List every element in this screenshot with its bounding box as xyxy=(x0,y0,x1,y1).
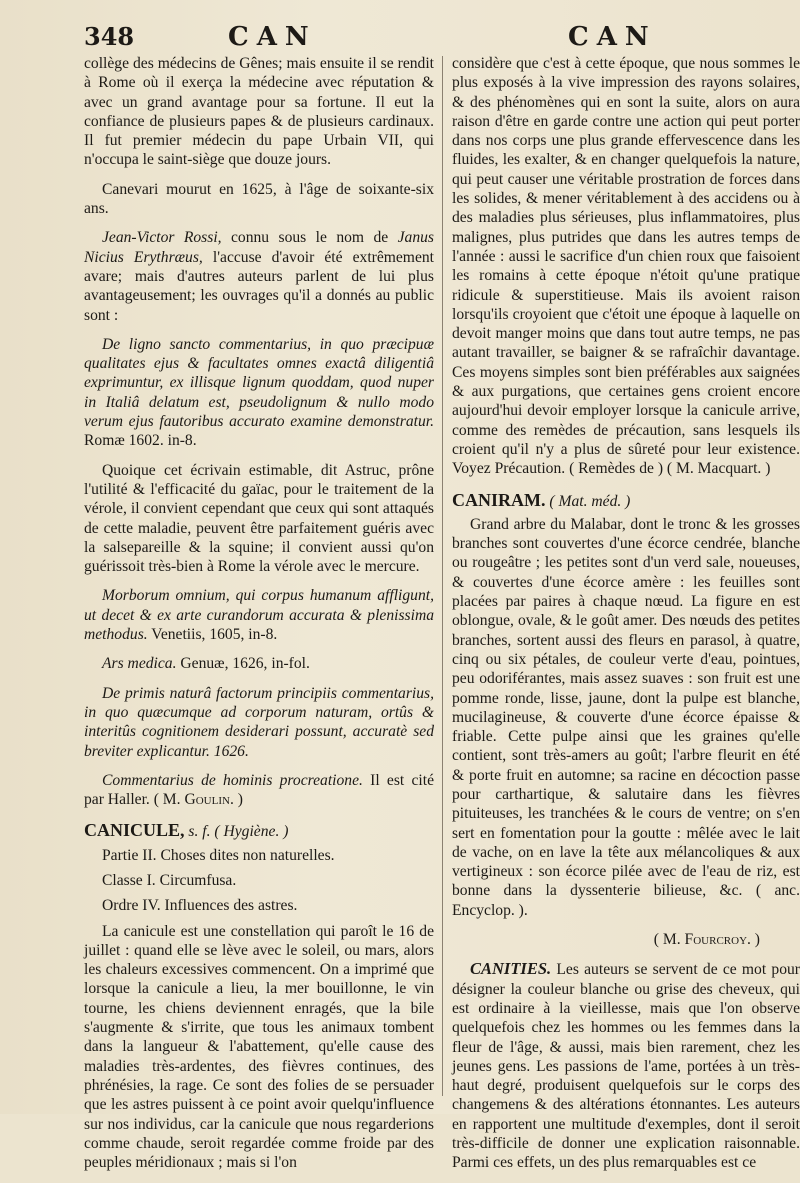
work-entry xyxy=(84,335,434,451)
column-divider xyxy=(442,56,443,1096)
work-publication: Genuæ, 1626, in-fol. xyxy=(176,655,310,673)
paragraph: collège des médecins de Gênes; mais ensuite il se rendit à Rome où il exerça la médecine avec réputation & avec un grand avantage pour sa fortune. Il eut la confiance de plusieurs papes & de plusieurs cardinaux. Il fut premier médecin du pape Urbain VII, qui n'occupa le saint-siège que douze jours. xyxy=(84,55,434,169)
work-entry xyxy=(84,586,434,644)
running-header xyxy=(0,22,800,52)
author-signature: ( M. Fourcroy. ) xyxy=(653,931,760,949)
alias-name: Janus Nicius Erythræus, xyxy=(84,229,434,266)
work-entry xyxy=(84,771,434,810)
work-title: De ligno sancto commentarius, in quo præcipuæ qualitates ejus & facultates omnes exactâ diligentiâ exprimuntur, ex illisque lignum quoddam, quod nuper in Italiâ delatum est, pseudolignum & nullo modo verum ejus fautoribus accurato examine demonstratur. xyxy=(84,335,434,431)
entry-heading xyxy=(84,821,434,841)
entry-headword: CANICULE, xyxy=(84,820,185,841)
work-title: Morborum omnium, qui corpus humanum affligunt, ut decet & ex arte curandorum accurata & plenissima methodus. xyxy=(84,587,434,644)
text: Il est cité par Haller. xyxy=(84,771,434,809)
entry-headword: CANITIES. xyxy=(470,959,552,979)
paragraph: Canevari mourut en 1625, à l'âge de soixante-six ans. xyxy=(84,180,434,218)
classification-line: Classe I. Circumfusa. xyxy=(102,871,237,889)
paragraph: La canicule est une constellation qui paroît le 16 de juillet : quand elle se lève avec le soleil, ou mars, alors les chaleurs excessives commencent. On a imprimé que lorsque la canicule a lieu, la mer bouillonne, le vin tourne, les chiens deviennent enragés, que la bile s'augmente & s'irrite, que tous les animaux tombent dans la langueur & l'abattement, qu'elle cause des maladies très-ardentes, des fièvres continues, des phrénésies, la rage. Ce sont des folies de se persuader que les astres puissent à ce point avoir quelqu'influence sur nos individus, car la canicule que nous regarderions comme chaude, seroit regardée comme froide par des peuples méridionaux ; mais si l'on xyxy=(84,922,434,1172)
entry-heading xyxy=(452,491,800,511)
entry-category: s. f. ( Hygiène. ) xyxy=(184,823,289,841)
classification-line: Partie II. Choses dites non naturelles. xyxy=(102,846,335,864)
work-title: Ars medica. xyxy=(102,655,177,673)
classification-line: Ordre IV. Influences des astres. xyxy=(102,897,298,915)
paragraph: considère que c'est à cette époque, que nous sommes le plus exposés à la vive impression des rayons solaires, & des phénomènes qui en sont la suite, alors on aura raison d'être en garde contre une action qui peut porter dans nos corps une plus grande effervescence dans les fluides, les exalter, & en changer quelquefois la nature, qui peut causer une véritable prostration de forces dans les solides, & mener véritablement à des accidens ou à des maladies plus sérieuses, plus inflammatoires, plus malignes, plus putrides que dans les autres temps de l'année : aussi le sacrifice d'un chien roux que faisoient les romains à cette époque n'étoit qu'une pratique ridicule & superstitieuse. Mais ils avoient raison lorsqu'ils croyoient que c'étoit une époque à laquelle on devoit manger moins que dans tout autre temps, ne pas autant travailler, se baigner & se rafraîchir davantage. Ces moyens simples sont bien préférables aux saignées & aux purgations, que certaines gens croient encore aujourd'hui devoir employer lorsque la canicule arrive, comme des remèdes de précaution, sans lesquels ils croient qu'il n'y a plus de sûreté pour leur existence. Voyez Précaution. ( Remèdes de ) ( M. Macquart. ) xyxy=(452,55,800,478)
paragraph: Grand arbre du Malabar, dont le tronc & les grosses branches sont couvertes d'une écorce cendrée, blanche ou rougeâtre ; les petites sont d'un verd sale, noueuses, & couvertes d'une écorce amère : les feuilles sont placées par paires à chaque nœud. La figure en est oblongue, ovale, & le goût amer. Des nœuds des petites branches, sortent aussi des fleurs en parasol, à quatre, cinq ou six pétales, de couleur verte d'eau, pointues, peu odoriférantes, mais assez suaves : son fruit est une pomme ronde, lisse, jaune, dont la pulpe est blanche, mucilagineuse, & couverte d'une écorce épaisse & friable. Cette pulpe ainsi que les graines qu'elle contient, sont très-amers au goût; l'arbre fleurit en été & porte fruit en automne; sa racine en décoction passe pour carthartique, & salutaire dans les fièvres pituiteuses, les tranchées & le cours de ventre; on s'en sert en fomentation pour la goutte : mêlée avec le lait de vache, on en lave la tête aux mélancoliques & aux vertigineux : son écorce pilée avec de l'eau de riz, est bonne dans la dyssenterie bilieuse, &c. ( anc. Encyclop. ). xyxy=(452,515,800,919)
entry-headword: CANIRAM. xyxy=(452,489,546,510)
text: Les auteurs se servent de ce mot pour désigner la couleur blanche ou grise des cheveux, qui est ordinaire à la vieillesse, mais que l'on observe quelquefois chez les hommes ou les femmes dans la fleur de l'âge, & aussi, mais bien rarement, chez les jeunes gens. Les passions de l'ame, portées à un très-haut degré, produisent quelquefois sur le corps des changemens & des altérations étonnantes. Les auteurs en rapportent une multitude d'exemples, dont il seroit très-difficile de donner une explication raisonnable. Parmi ces effets, un des plus remarquables est ce xyxy=(452,961,800,1172)
page-number: 348 xyxy=(84,22,135,51)
text: connu sous le nom de xyxy=(221,229,398,247)
left-headword: CAN xyxy=(228,22,317,52)
work-publication: Romæ 1602. in-8. xyxy=(84,432,197,450)
right-column xyxy=(452,54,800,1183)
entry-category: ( Mat. méd. ) xyxy=(545,492,631,510)
paragraph xyxy=(84,228,434,324)
right-headword: CAN xyxy=(568,22,657,52)
person-name: Jean-Victor Rossi, xyxy=(102,229,222,247)
work-entry: De primis naturâ factorum principiis commentarius, in quo quæcumque ad corporum naturam, ortûs & interitûs cognitionem desiderari possunt, accuratè sed breviter explicantur. 1626. xyxy=(84,684,434,760)
left-column xyxy=(84,54,434,1182)
author-signature: ( M. Goulin. ) xyxy=(149,791,243,809)
paragraph xyxy=(452,959,800,1172)
paragraph: Quoique cet écrivain estimable, dit Astruc, prône l'utilité & l'efficacité du gaïac, pour le traitement de la vérole, il convient cependant que ceux qui sont attaqués de cette maladie, peuvent être parfaitement guéris avec la salsepareille & la squine; il convient aussi qu'on guérissoit très-bien à Rome la vérole avec le mercure. xyxy=(84,461,434,576)
work-entry xyxy=(84,654,434,673)
work-publication: Venetiis, 1605, in-8. xyxy=(147,626,278,644)
work-title: Commentarius de hominis procreatione. xyxy=(102,771,363,789)
text: l'accuse d'avoir été extrêmement avare; mais d'autres auteurs parlent de lui plus avantageusement; les ouvrages qu'il a donnés au public sont : xyxy=(84,248,434,324)
